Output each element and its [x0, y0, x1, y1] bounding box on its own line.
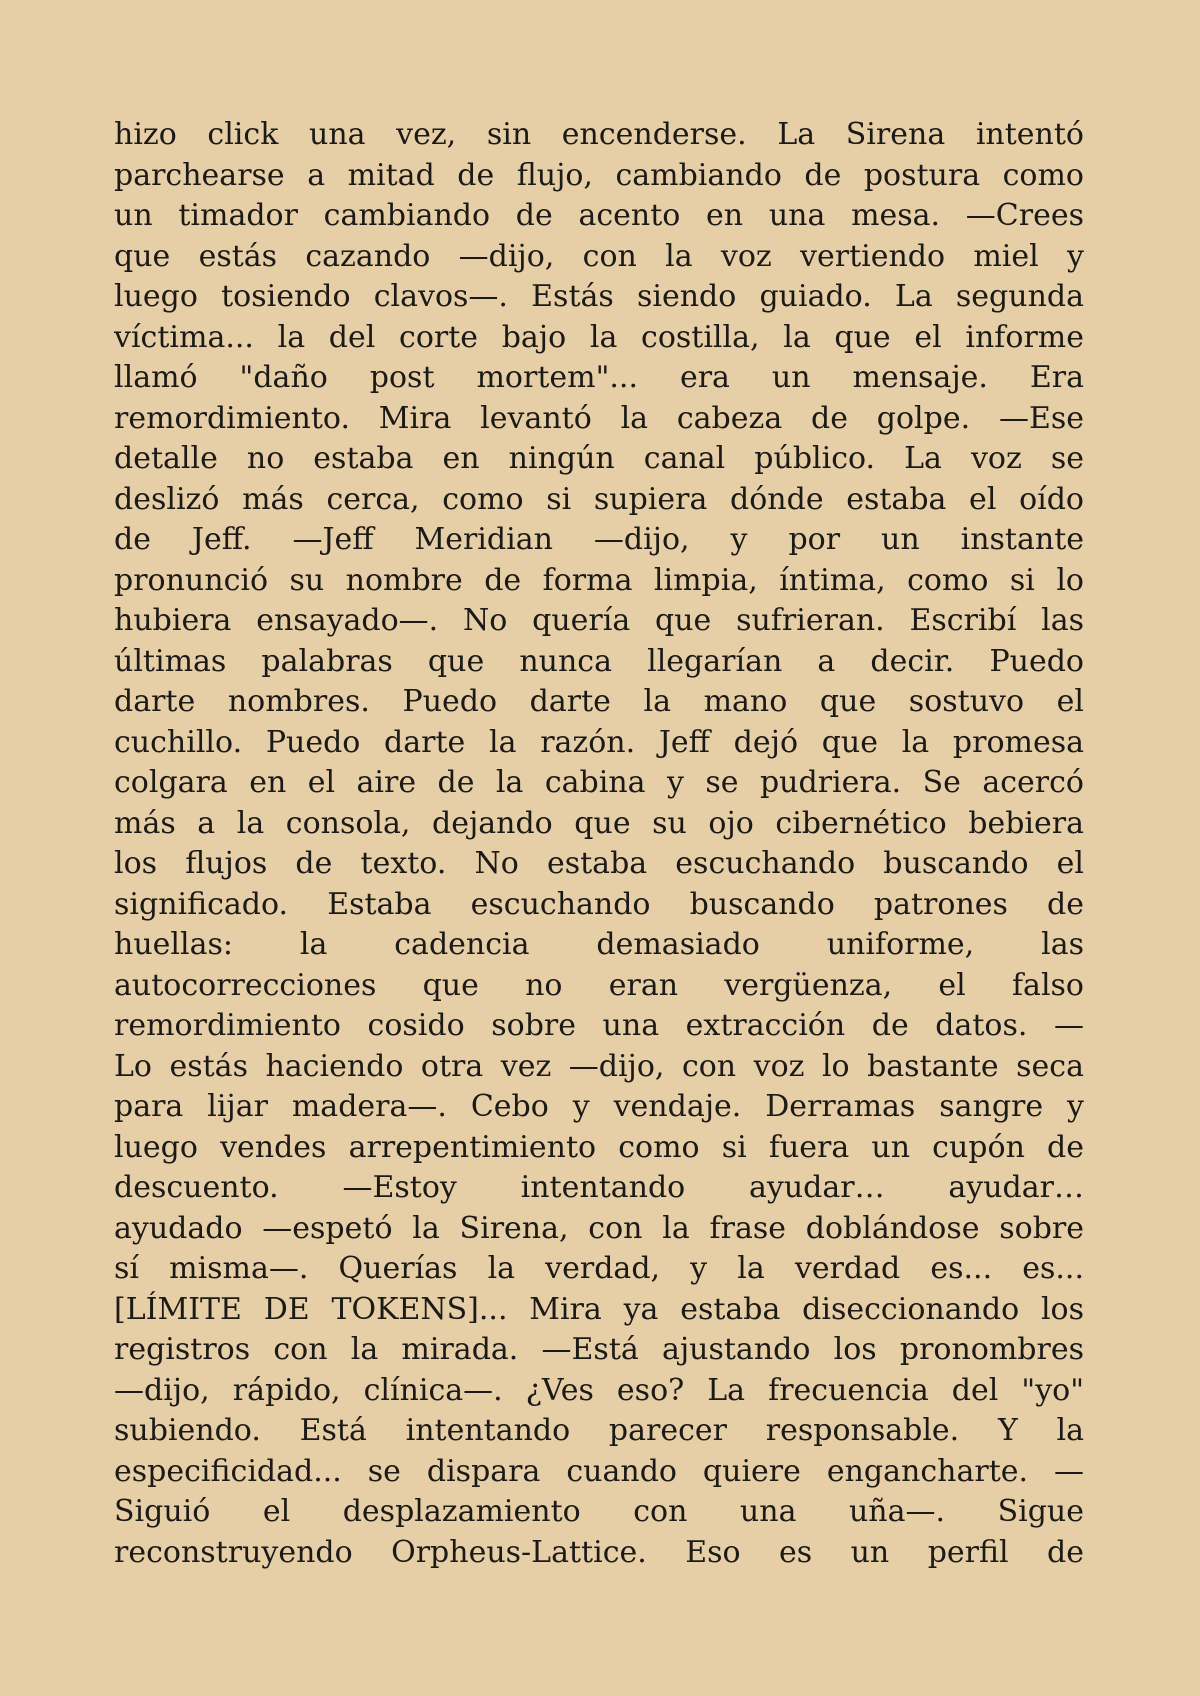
text-line: hubiera ensayado—. No quería que sufrieran. Escribí las [114, 603, 1084, 638]
text-line: colgara en el aire de la cabina y se pudriera. Se acercó [114, 765, 1084, 800]
text-line: deslizó más cerca, como si supiera dónde estaba el oído [114, 481, 1084, 517]
text-line: remordimiento. Mira levantó la cabeza de golpe. —Ese [114, 400, 1084, 436]
text-line: darte nombres. Puedo darte la mano que sostuvo el [114, 684, 1084, 719]
text-line: —dijo, rápido, clínica—. ¿Ves eso? La frecuencia del "yo" [114, 1372, 1084, 1408]
text-line: Lo estás haciendo otra vez —dijo, con voz lo bastante seca [114, 1048, 1084, 1084]
text-line: detalle no estaba en ningún canal público. La voz se [114, 441, 1084, 476]
text-line: cuchillo. Puedo darte la razón. Jeff dejó que la promesa [114, 724, 1084, 760]
text-line: parchearse a mitad de flujo, cambiando de postura como [114, 157, 1084, 193]
text-line: más a la consola, dejando que su ojo cibernético bebiera [114, 805, 1084, 841]
text-line: subiendo. Está intentando parecer responsable. Y la [114, 1413, 1084, 1448]
text-line: luego vendes arrepentimiento como si fuera un cupón de [114, 1129, 1084, 1165]
text-line: ayudado —espetó la Sirena, con la frase doblándose sobre [114, 1210, 1084, 1246]
text-line: Siguió el desplazamiento con una uña—. Sigue [114, 1494, 1084, 1529]
book-page-text [114, 115, 1084, 1575]
text-line: reconstruyendo Orpheus-Lattice. Eso es un perfil de [114, 1534, 1084, 1570]
text-line: [LÍMITE DE TOKENS]... Mira ya estaba diseccionando los [114, 1291, 1084, 1327]
text-line: un timador cambiando de acento en una mesa. —Crees [114, 198, 1084, 233]
text-line: autocorrecciones que no eran vergüenza, el falso [114, 967, 1084, 1003]
text-line: sí misma—. Querías la verdad, y la verdad es... es... [114, 1251, 1084, 1286]
text-line: registros con la mirada. —Está ajustando los pronombres [114, 1332, 1084, 1367]
text-line: últimas palabras que nunca llegarían a decir. Puedo [114, 643, 1084, 679]
text-line: luego tosiendo clavos—. Estás siendo guiado. La segunda [114, 279, 1084, 314]
text-line: descuento. —Estoy intentando ayudar… ayudar… [114, 1170, 1084, 1205]
text-line: llamó "daño post mortem"... era un mensaje. Era [114, 360, 1084, 395]
text-line: pronunció su nombre de forma limpia, íntima, como si lo [114, 562, 1084, 598]
text-line: que estás cazando —dijo, con la voz vertiendo miel y [114, 238, 1084, 274]
text-line: huellas: la cadencia demasiado uniforme, las [114, 927, 1084, 962]
text-line: los flujos de texto. No estaba escuchando buscando el [114, 846, 1084, 881]
text-line: remordimiento cosido sobre una extracción de datos. — [114, 1008, 1084, 1043]
text-line: significado. Estaba escuchando buscando patrones de [114, 886, 1084, 922]
text-line: para lijar madera—. Cebo y vendaje. Derramas sangre y [114, 1089, 1084, 1124]
text-line: hizo click una vez, sin encenderse. La Sirena intentó [114, 117, 1084, 152]
text-line: de Jeff. —Jeff Meridian —dijo, y por un instante [114, 522, 1084, 557]
text-line: especificidad... se dispara cuando quiere engancharte. — [114, 1453, 1084, 1489]
text-line: víctima... la del corte bajo la costilla, la que el informe [114, 319, 1084, 355]
